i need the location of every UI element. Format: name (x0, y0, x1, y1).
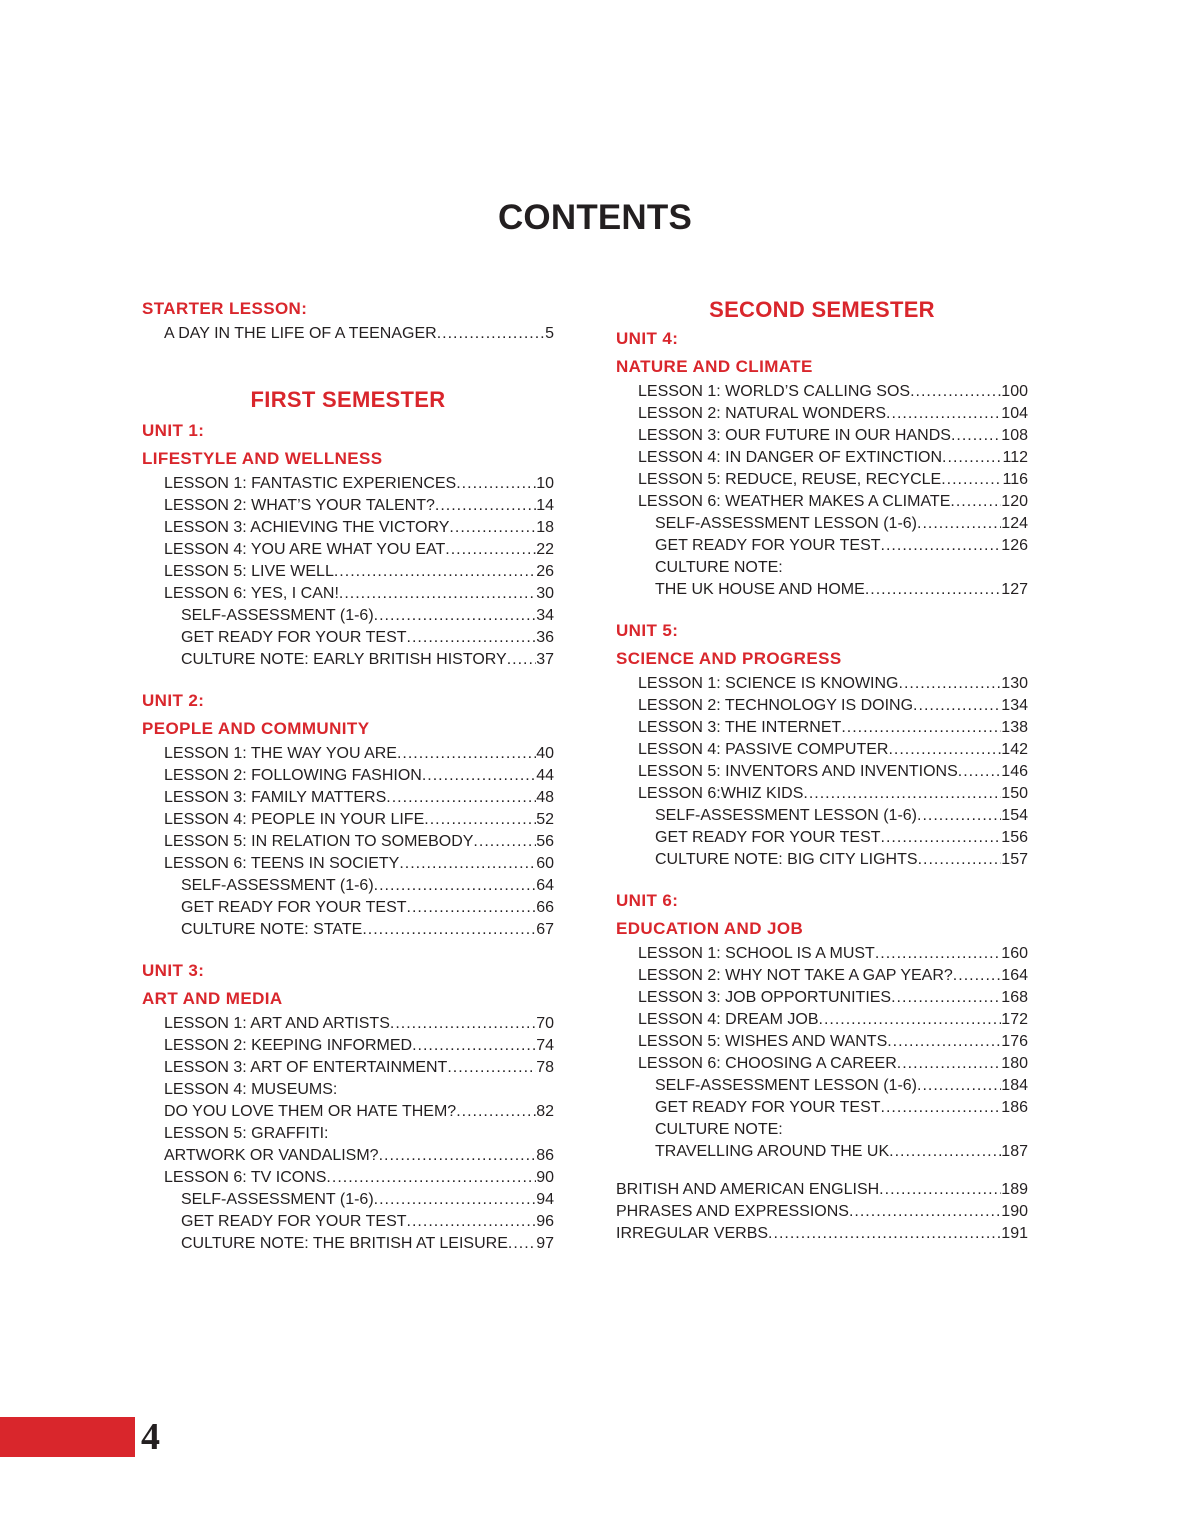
toc-entry (655, 1075, 1028, 1097)
toc-entry (655, 513, 1028, 535)
toc-leader-dots (899, 673, 1002, 695)
toc-entry (164, 831, 554, 853)
toc-entry-page: 67 (536, 921, 554, 938)
unit3-extras (142, 1189, 554, 1255)
toc-entry-title: THE UK HOUSE AND HOME (655, 581, 865, 598)
toc-entry-title: LESSON 2: TECHNOLOGY IS DOING (638, 697, 914, 714)
toc-entry-page: 40 (536, 745, 554, 762)
toc-entry-title: LESSON 2: WHAT’S YOUR TALENT? (164, 497, 435, 514)
toc-entry-page: 97 (536, 1235, 554, 1252)
toc-leader-dots (412, 1035, 536, 1057)
toc-entry (164, 1057, 554, 1079)
toc-entry (638, 1053, 1028, 1075)
toc-leader-dots (865, 579, 1001, 601)
toc-entry-page: 78 (536, 1059, 554, 1076)
toc-entry-title: LESSON 2: WHY NOT TAKE A GAP YEAR? (638, 967, 953, 984)
starter-list (142, 323, 554, 345)
unit6-extras (616, 1075, 1028, 1163)
first-semester-heading: FIRST SEMESTER (250, 387, 446, 412)
unit2-name: PEOPLE AND COMMUNITY (142, 719, 370, 738)
toc-entry-title: GET READY FOR YOUR TEST (655, 537, 881, 554)
toc-leader-dots (386, 787, 536, 809)
toc-entry (164, 1123, 554, 1145)
toc-leader-dots (399, 853, 536, 875)
second-semester-heading: SECOND SEMESTER (709, 297, 935, 322)
unit1-label: UNIT 1: (142, 421, 205, 440)
left-column (142, 295, 554, 1255)
toc-entry-page: 60 (536, 855, 554, 872)
toc-entry (164, 495, 554, 517)
toc-entry-page: 189 (1001, 1181, 1028, 1198)
unit1-name: LIFESTYLE AND WELLNESS (142, 449, 383, 468)
toc-entry-title: LESSON 6: TV ICONS (164, 1169, 327, 1186)
unit2-extras (142, 875, 554, 941)
toc-entry-page: 70 (536, 1015, 554, 1032)
toc-entry-title: LESSON 1: FANTASTIC EXPERIENCES (164, 475, 457, 492)
toc-entry (655, 535, 1028, 557)
toc-entry-title: LESSON 3: JOB OPPORTUNITIES (638, 989, 892, 1006)
toc-entry (181, 605, 554, 627)
toc-leader-dots (910, 381, 1001, 403)
toc-entry-title: LESSON 6: WEATHER MAKES A CLIMATE (638, 493, 951, 510)
toc-leader-dots (407, 897, 537, 919)
unit5-label: UNIT 5: (616, 621, 679, 640)
toc-entry-title: IRREGULAR VERBS (616, 1225, 769, 1242)
toc-entry (638, 491, 1028, 513)
toc-entry-page: 48 (536, 789, 554, 806)
toc-entry-page: 190 (1001, 1203, 1028, 1220)
toc-entry-page: 66 (536, 899, 554, 916)
toc-entry-page: 120 (1001, 493, 1028, 510)
toc-entry-title: SELF-ASSESSMENT (1-6) (181, 877, 374, 894)
toc-leader-dots (913, 695, 1001, 717)
toc-entry-page: 184 (1001, 1077, 1028, 1094)
unit4-label: UNIT 4: (616, 329, 679, 348)
page-number: 4 (141, 1416, 160, 1458)
toc-entry (655, 805, 1028, 827)
toc-leader-dots (819, 1009, 1002, 1031)
toc-entry-page: 138 (1001, 719, 1028, 736)
toc-leader-dots (803, 783, 1001, 805)
toc-entry-page: 10 (536, 475, 554, 492)
toc-entry-page: 14 (536, 497, 554, 514)
toc-entry-title: GET READY FOR YOUR TEST (181, 1213, 407, 1230)
toc-entry-title: LESSON 6: CHOOSING A CAREER (638, 1055, 897, 1072)
toc-entry-page: 146 (1001, 763, 1028, 780)
toc-leader-dots (374, 1189, 537, 1211)
toc-entry-page: 154 (1001, 807, 1028, 824)
toc-leader-dots (889, 1141, 1001, 1163)
toc-leader-dots (456, 1101, 536, 1123)
toc-entry-page: 26 (536, 563, 554, 580)
toc-leader-dots (953, 965, 1002, 987)
toc-entry-title: LESSON 5: REDUCE, REUSE, RECYCLE (638, 471, 942, 488)
toc-entry (181, 875, 554, 897)
toc-entry (616, 1179, 1028, 1201)
toc-leader-dots (447, 1057, 536, 1079)
toc-leader-dots (768, 1223, 1001, 1245)
toc-entry-title: CULTURE NOTE: (655, 1121, 783, 1138)
toc-leader-dots (508, 1233, 536, 1255)
toc-entry-title: LESSON 6: YES, I CAN! (164, 585, 339, 602)
toc-entry (638, 965, 1028, 987)
toc-entry (655, 1141, 1028, 1163)
toc-entry (616, 1223, 1028, 1245)
toc-entry (164, 1101, 554, 1123)
unit1-lessons (142, 473, 554, 605)
toc-entry-title: LESSON 5: WISHES AND WANTS (638, 1033, 888, 1050)
right-column (616, 295, 1028, 1245)
toc-entry (638, 695, 1028, 717)
toc-entry (164, 583, 554, 605)
toc-entry (638, 943, 1028, 965)
toc-leader-dots (339, 583, 536, 605)
toc-entry-title: SELF-ASSESSMENT (1-6) (181, 607, 374, 624)
toc-entry (164, 517, 554, 539)
toc-entry-title: LESSON 3: ACHIEVING THE VICTORY (164, 519, 450, 536)
toc-entry-title: BRITISH AND AMERICAN ENGLISH (616, 1181, 880, 1198)
toc-leader-dots (326, 1167, 536, 1189)
unit2-lessons (142, 743, 554, 875)
toc-entry (638, 425, 1028, 447)
toc-entry (638, 987, 1028, 1009)
toc-leader-dots (917, 1075, 1001, 1097)
toc-entry (164, 561, 554, 583)
unit1-extras (142, 605, 554, 671)
toc-entry-title: LESSON 3: ART OF ENTERTAINMENT (164, 1059, 448, 1076)
toc-entry-title: LESSON 2: KEEPING INFORMED (164, 1037, 413, 1054)
toc-entry (638, 761, 1028, 783)
toc-entry (164, 1035, 554, 1057)
unit3-label: UNIT 3: (142, 961, 205, 980)
toc-entry (164, 323, 554, 345)
toc-entry (638, 1031, 1028, 1053)
toc-entry-page: 130 (1001, 675, 1028, 692)
toc-entry-page: 160 (1001, 945, 1028, 962)
toc-entry-title: DO YOU LOVE THEM OR HATE THEM? (164, 1103, 457, 1120)
toc-entry-title: SELF-ASSESSMENT LESSON (1-6) (655, 515, 917, 532)
toc-leader-dots (445, 539, 536, 561)
toc-entry-page: 22 (536, 541, 554, 558)
toc-entry-page: 34 (536, 607, 554, 624)
toc-entry (638, 469, 1028, 491)
toc-leader-dots (917, 513, 1001, 535)
toc-leader-dots (473, 831, 536, 853)
page-title: CONTENTS (497, 198, 693, 237)
toc-entry (638, 447, 1028, 469)
unit6-label: UNIT 6: (616, 891, 679, 910)
toc-entry (655, 557, 1028, 579)
toc-leader-dots (390, 1013, 536, 1035)
toc-leader-dots (456, 473, 536, 495)
toc-entry (181, 1211, 554, 1233)
toc-entry-page: 187 (1001, 1143, 1028, 1160)
toc-entry-page: 164 (1001, 967, 1028, 984)
toc-entry-page: 180 (1001, 1055, 1028, 1072)
unit4-extras (616, 513, 1028, 601)
toc-entry-title: CULTURE NOTE: THE BRITISH AT LEISURE (181, 1235, 508, 1252)
toc-entry-page: 74 (536, 1037, 554, 1054)
toc-entry-page: 96 (536, 1213, 554, 1230)
toc-entry (164, 473, 554, 495)
toc-leader-dots (374, 605, 537, 627)
toc-entry-title: LESSON 1: SCHOOL IS A MUST (638, 945, 875, 962)
unit6-lessons (616, 943, 1028, 1075)
toc-entry (164, 765, 554, 787)
toc-entry-title: LESSON 1: SCIENCE IS KNOWING (638, 675, 899, 692)
toc-leader-dots (422, 765, 536, 787)
toc-leader-dots (917, 805, 1001, 827)
toc-entry-title: LESSON 5: IN RELATION TO SOMEBODY (164, 833, 474, 850)
toc-entry-title: LESSON 3: OUR FUTURE IN OUR HANDS (638, 427, 951, 444)
toc-entry-title: GET READY FOR YOUR TEST (181, 899, 407, 916)
toc-entry-page: 127 (1001, 581, 1028, 598)
toc-entry (655, 849, 1028, 871)
toc-entry-page: 82 (536, 1103, 554, 1120)
toc-entry-page: 5 (545, 325, 554, 342)
toc-leader-dots (875, 943, 1001, 965)
toc-leader-dots (891, 987, 1001, 1009)
toc-entry-page: 44 (536, 767, 554, 784)
toc-entry-title: A DAY IN THE LIFE OF A TEENAGER (164, 325, 437, 342)
toc-entry (164, 743, 554, 765)
toc-entry (164, 853, 554, 875)
toc-entry-title: LESSON 4: DREAM JOB (638, 1011, 819, 1028)
toc-entry-title: LESSON 2: NATURAL WONDERS (638, 405, 887, 422)
toc-entry (164, 1167, 554, 1189)
toc-entry (638, 783, 1028, 805)
toc-entry-page: 124 (1001, 515, 1028, 532)
toc-entry-page: 157 (1001, 851, 1028, 868)
toc-entry-title: SELF-ASSESSMENT LESSON (1-6) (655, 1077, 917, 1094)
toc-leader-dots (888, 739, 1001, 761)
toc-leader-dots (424, 809, 536, 831)
toc-entry-title: LESSON 5: LIVE WELL (164, 563, 334, 580)
toc-leader-dots (435, 495, 536, 517)
toc-entry (164, 787, 554, 809)
toc-entry (638, 739, 1028, 761)
toc-leader-dots (379, 1145, 537, 1167)
toc-leader-dots (437, 323, 545, 345)
toc-entry-page: 86 (536, 1147, 554, 1164)
toc-leader-dots (374, 875, 537, 897)
toc-entry-page: 100 (1001, 383, 1028, 400)
toc-entry (655, 827, 1028, 849)
unit6-name: EDUCATION AND JOB (616, 919, 804, 938)
toc-entry (164, 1013, 554, 1035)
toc-entry-page: 18 (536, 519, 554, 536)
toc-leader-dots (407, 627, 537, 649)
toc-leader-dots (951, 425, 1001, 447)
unit5-extras (616, 805, 1028, 871)
toc-entry-title: LESSON 1: THE WAY YOU ARE (164, 745, 397, 762)
toc-entry-title: LESSON 5: GRAFFITI: (164, 1125, 329, 1142)
toc-entry-title: CULTURE NOTE: (655, 559, 783, 576)
toc-entry (164, 809, 554, 831)
toc-leader-dots (886, 403, 1001, 425)
toc-entry (616, 1201, 1028, 1223)
unit3-name: ART AND MEDIA (142, 989, 283, 1008)
toc-entry (164, 1145, 554, 1167)
toc-entry (164, 1079, 554, 1101)
toc-entry-title: LESSON 3: FAMILY MATTERS (164, 789, 387, 806)
toc-entry-page: 172 (1001, 1011, 1028, 1028)
toc-leader-dots (958, 761, 1002, 783)
toc-entry (638, 673, 1028, 695)
toc-entry-title: ARTWORK OR VANDALISM? (164, 1147, 379, 1164)
toc-entry-title: LESSON 4: YOU ARE WHAT YOU EAT (164, 541, 446, 558)
toc-entry-page: 56 (536, 833, 554, 850)
toc-entry-title: CULTURE NOTE: BIG CITY LIGHTS (655, 851, 918, 868)
toc-leader-dots (881, 535, 1002, 557)
unit4-lessons (616, 381, 1028, 513)
toc-entry (181, 627, 554, 649)
toc-leader-dots (879, 1179, 1001, 1201)
toc-entry-page: 64 (536, 877, 554, 894)
toc-entry (181, 919, 554, 941)
toc-leader-dots (950, 491, 1001, 513)
toc-leader-dots (449, 517, 536, 539)
unit2-label: UNIT 2: (142, 691, 205, 710)
toc-entry-title: LESSON 4: PEOPLE IN YOUR LIFE (164, 811, 425, 828)
toc-entry-title: SELF-ASSESSMENT (1-6) (181, 1191, 374, 1208)
toc-entry-title: LESSON 4: IN DANGER OF EXTINCTION (638, 449, 943, 466)
toc-leader-dots (362, 919, 536, 941)
toc-leader-dots (941, 469, 1002, 491)
toc-entry-title: CULTURE NOTE: EARLY BRITISH HISTORY (181, 651, 507, 668)
toc-entry-page: 191 (1001, 1225, 1028, 1242)
footer-accent-bar (0, 1417, 135, 1457)
toc-entry-page: 176 (1001, 1033, 1028, 1050)
toc-entry (181, 897, 554, 919)
toc-leader-dots (942, 447, 1002, 469)
toc-entry-title: LESSON 1: WORLD’S CALLING SOS (638, 383, 911, 400)
toc-entry (164, 539, 554, 561)
toc-leader-dots (881, 827, 1002, 849)
toc-entry-title: GET READY FOR YOUR TEST (181, 629, 407, 646)
toc-entry-page: 116 (1002, 471, 1028, 488)
toc-entry (181, 1233, 554, 1255)
toc-entry (638, 403, 1028, 425)
toc-leader-dots (849, 1201, 1001, 1223)
toc-entry-title: PHRASES AND EXPRESSIONS (616, 1203, 849, 1220)
toc-entry-title: LESSON 6: TEENS IN SOCIETY (164, 855, 400, 872)
toc-leader-dots (841, 717, 1001, 739)
toc-entry-page: 37 (536, 651, 554, 668)
toc-entry-title: LESSON 5: INVENTORS AND INVENTIONS (638, 763, 958, 780)
toc-entry-page: 30 (536, 585, 554, 602)
toc-entry-page: 168 (1001, 989, 1028, 1006)
toc-entry-title: CULTURE NOTE: STATE (181, 921, 363, 938)
toc-entry-page: 134 (1001, 697, 1028, 714)
toc-entry (638, 381, 1028, 403)
toc-entry-page: 52 (536, 811, 554, 828)
toc-entry-page: 94 (536, 1191, 554, 1208)
toc-leader-dots (897, 1053, 1002, 1075)
unit3-lessons (142, 1013, 554, 1189)
toc-entry (638, 1009, 1028, 1031)
toc-entry-page: 126 (1001, 537, 1028, 554)
toc-leader-dots (507, 649, 537, 671)
appendix-list (616, 1179, 1028, 1245)
toc-entry (638, 717, 1028, 739)
toc-entry (181, 1189, 554, 1211)
toc-entry-page: 104 (1001, 405, 1028, 422)
toc-leader-dots (887, 1031, 1001, 1053)
toc-entry-title: LESSON 4: PASSIVE COMPUTER (638, 741, 889, 758)
toc-leader-dots (407, 1211, 537, 1233)
toc-entry (181, 649, 554, 671)
toc-entry-page: 90 (536, 1169, 554, 1186)
toc-entry-page: 36 (536, 629, 554, 646)
toc-entry-title: GET READY FOR YOUR TEST (655, 1099, 881, 1116)
toc-entry-title: LESSON 2: FOLLOWING FASHION (164, 767, 422, 784)
toc-entry-title: LESSON 4: MUSEUMS: (164, 1081, 338, 1098)
toc-entry-page: 186 (1001, 1099, 1028, 1116)
toc-entry (655, 579, 1028, 601)
toc-entry-page: 142 (1001, 741, 1028, 758)
toc-leader-dots (918, 849, 1002, 871)
toc-entry-title: LESSON 6:WHIZ KIDS (638, 785, 804, 802)
toc-entry-title: GET READY FOR YOUR TEST (655, 829, 881, 846)
starter-heading: STARTER LESSON: (142, 299, 308, 318)
toc-entry-title: TRAVELLING AROUND THE UK (655, 1143, 890, 1160)
unit5-lessons (616, 673, 1028, 805)
toc-entry (655, 1097, 1028, 1119)
toc-leader-dots (334, 561, 536, 583)
toc-entry-title: LESSON 3: THE INTERNET (638, 719, 842, 736)
toc-entry-title: SELF-ASSESSMENT LESSON (1-6) (655, 807, 917, 824)
toc-entry-page: 108 (1001, 427, 1028, 444)
toc-leader-dots (397, 743, 536, 765)
toc-leader-dots (881, 1097, 1002, 1119)
toc-entry-page: 156 (1001, 829, 1028, 846)
toc-entry (655, 1119, 1028, 1141)
unit5-name: SCIENCE AND PROGRESS (616, 649, 842, 668)
toc-entry-page: 112 (1002, 449, 1028, 466)
toc-entry-title: LESSON 1: ART AND ARTISTS (164, 1015, 390, 1032)
toc-entry-page: 150 (1001, 785, 1028, 802)
unit4-name: NATURE AND CLIMATE (616, 357, 813, 376)
